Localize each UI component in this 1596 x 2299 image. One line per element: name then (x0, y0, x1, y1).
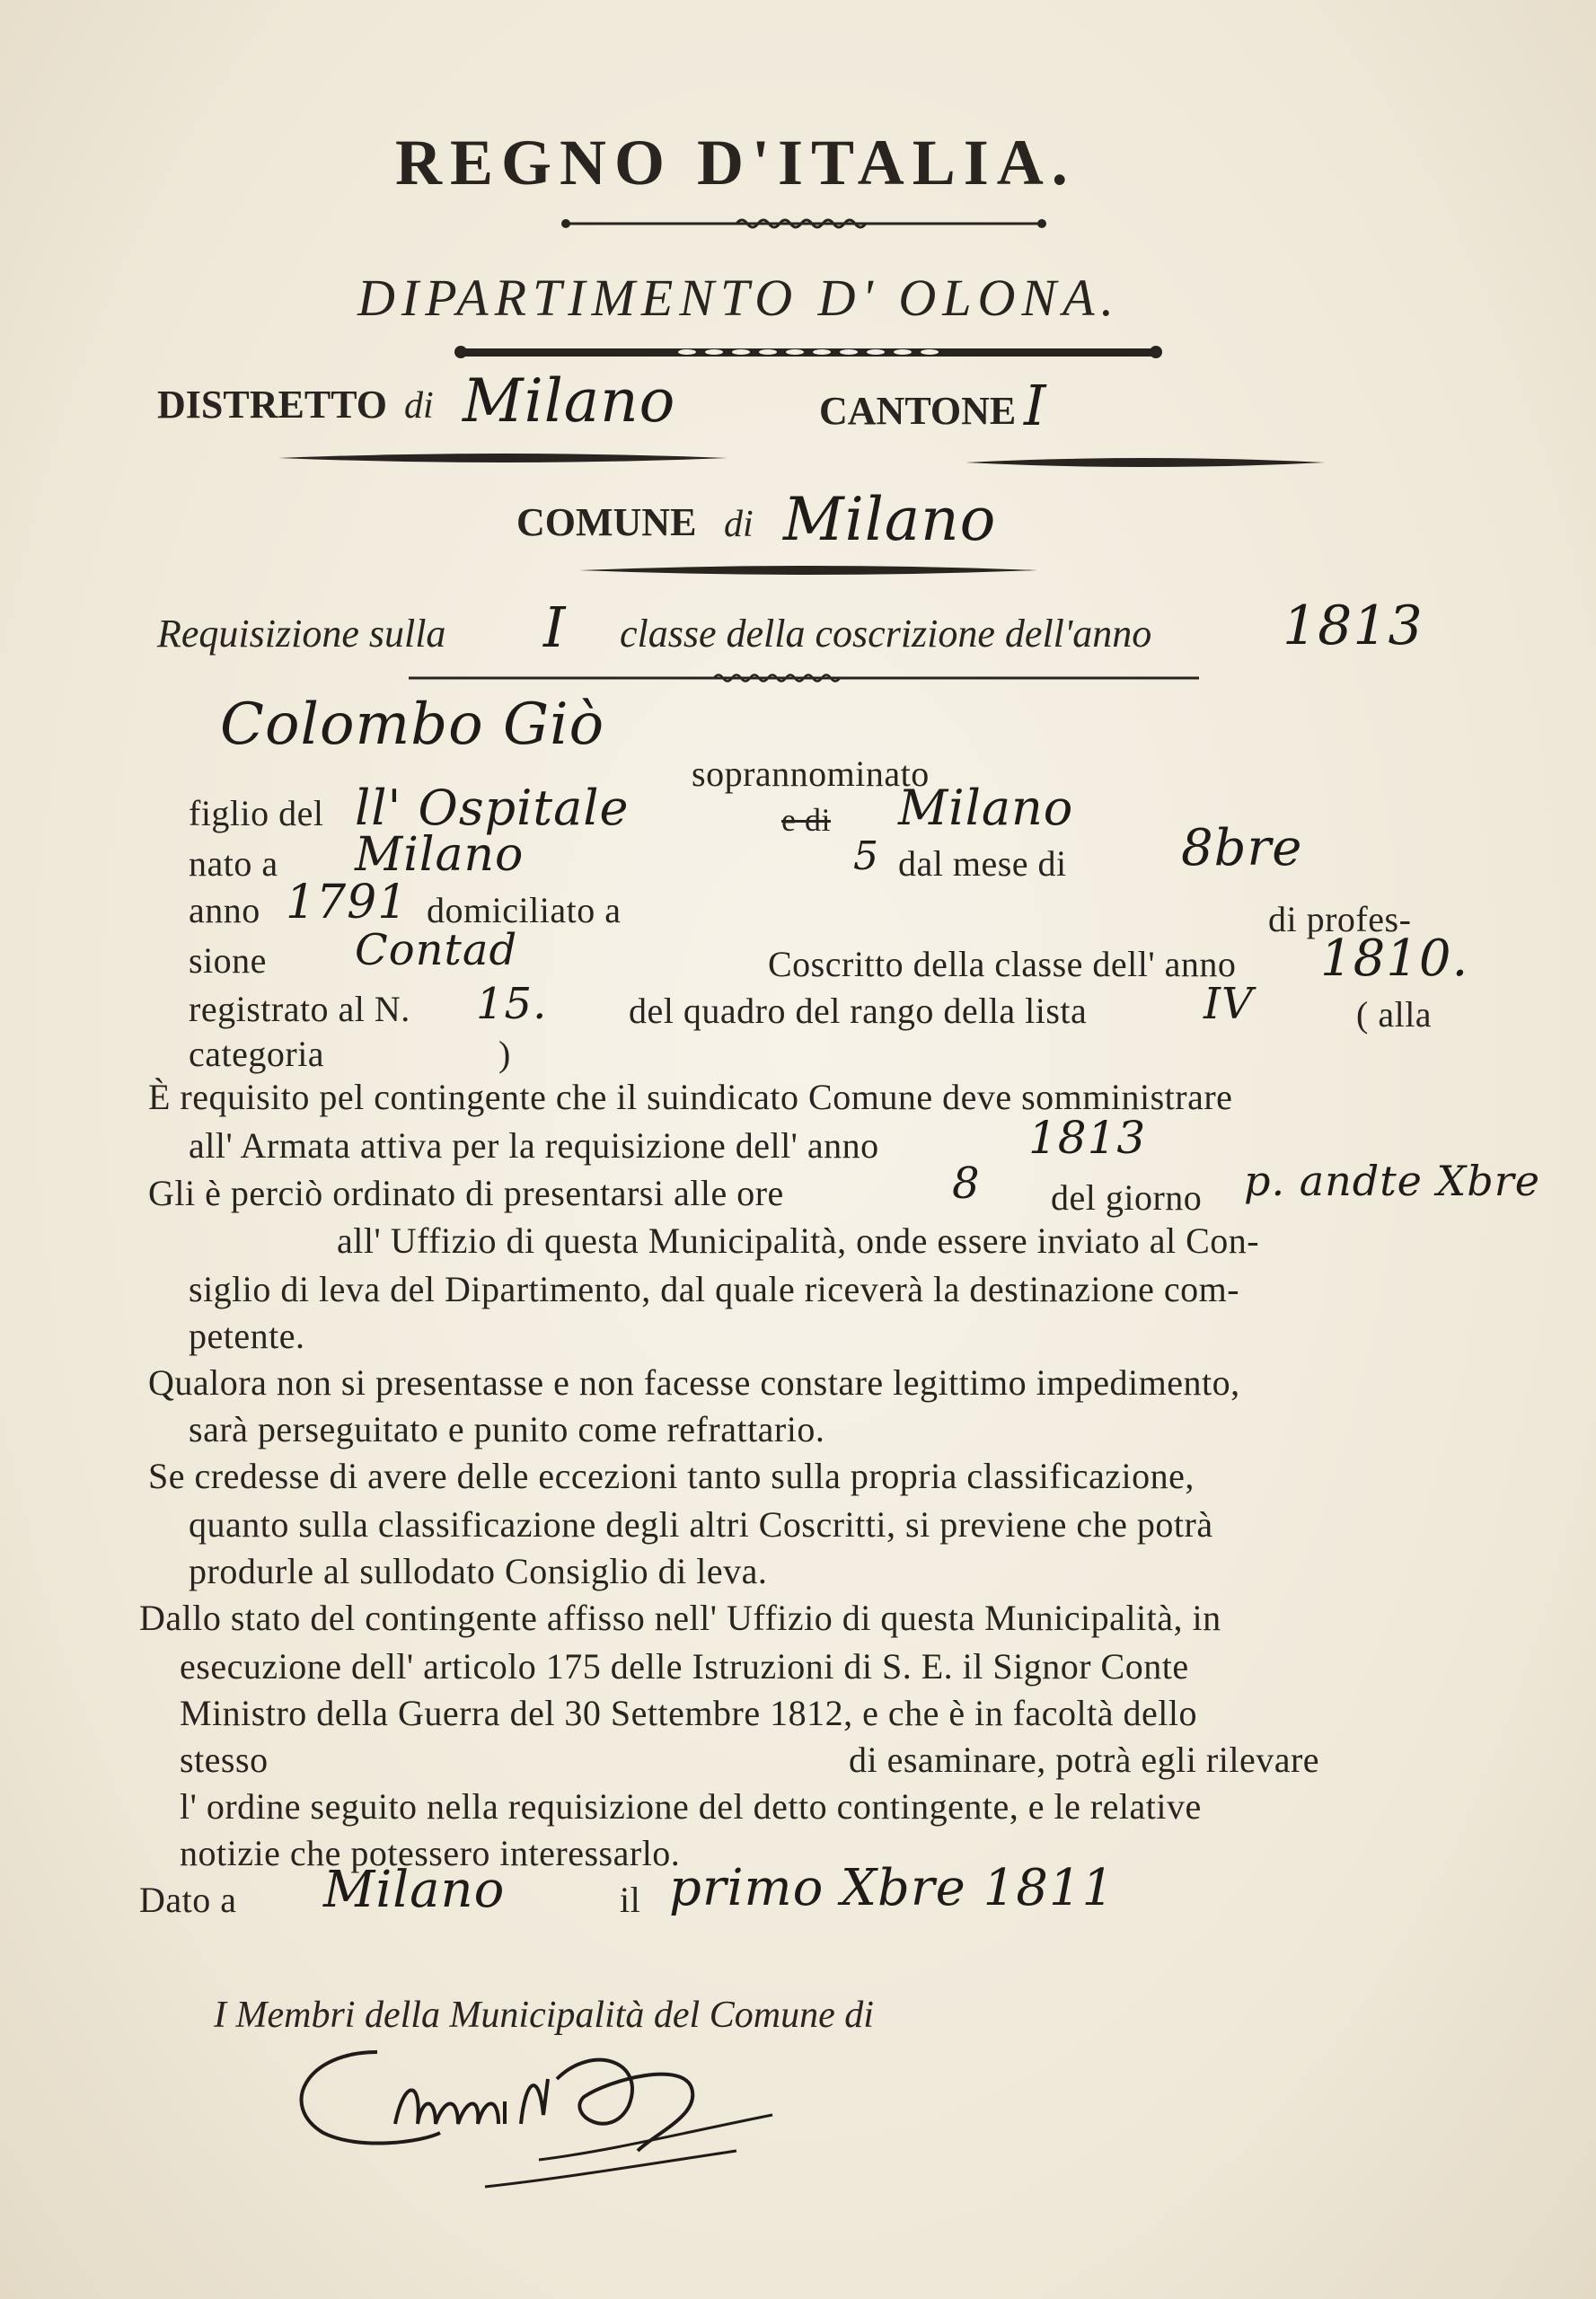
frame-label: del quadro del rango della lista (629, 991, 1088, 1031)
body-line-15a: stesso (180, 1740, 269, 1780)
son-of-value: ll' Ospitale (355, 780, 630, 836)
body-line-11: produrle al sullodato Consiglio di leva. (189, 1551, 768, 1591)
birth-year-value: 1791 (286, 876, 409, 929)
list-value: IV (1204, 979, 1254, 1029)
birth-day-value: 5 (853, 833, 879, 879)
profession-value: Contad (355, 925, 518, 975)
profession-label-1: di profes- (1268, 899, 1412, 939)
category-open: ( alla (1356, 994, 1433, 1035)
domicile-label: domiciliato a (427, 890, 622, 930)
son-of-label: figlio del (189, 793, 324, 833)
conscript-class-value: 1810. (1320, 929, 1469, 988)
registered-label: registrato al N. (189, 989, 410, 1029)
nickname-label: soprannominato (692, 753, 930, 794)
conscript-name: Colombo Giò (220, 691, 605, 758)
district-prep: di (404, 385, 434, 427)
body-line-9: Se credesse di avere delle eccezioni tanto sulla propria classificazione, (148, 1456, 1195, 1496)
profession-label-2: sione (189, 940, 267, 981)
district-value: Milano (463, 366, 676, 436)
kingdom-title: REGNO D'ITALIA. (395, 127, 1076, 198)
members-line: I Membri della Municipalità del Comune di (214, 1995, 874, 2036)
canton-label: CANTONE (819, 389, 1017, 433)
born-label: nato a (189, 843, 278, 884)
comune-underline (575, 561, 1042, 579)
category-label: categoria (189, 1034, 325, 1074)
report-day-value: p. andte Xbre (1244, 1157, 1540, 1205)
requisition-year: 1813 (1283, 595, 1424, 657)
district-label: DISTRETTO (157, 383, 387, 427)
comune-prep: di (724, 504, 754, 545)
date-value: primo Xbre 1811 (669, 1859, 1115, 1917)
body-line-3-day-label: del giorno (1051, 1177, 1203, 1218)
month-value: 8bre (1181, 819, 1303, 877)
body-line-5: siglio di leva del Dipartimento, dal quale riceverà la destinazione com- (189, 1269, 1240, 1309)
conscript-class-label: Coscritto della classe dell' anno (768, 944, 1237, 984)
department-ornament (454, 339, 1163, 366)
body-line-16: l' ordine seguito nella requisizione del detto contingente, e le relative (180, 1786, 1202, 1827)
title-ornament (557, 214, 1051, 233)
dated-place: Milano (323, 1861, 506, 1919)
birth-year-label: anno (189, 890, 260, 930)
comune-label: COMUNE (516, 500, 697, 544)
body-line-13: esecuzione dell' articolo 175 delle Istruzioni di S. E. il Signor Conte (180, 1646, 1189, 1687)
body-line-14: Ministro della Guerra del 30 Settembre 1812, e che è in facoltà dello (180, 1693, 1198, 1733)
canton-value: I (1024, 373, 1047, 438)
department-title: DIPARTIMENTO D' OLONA. (357, 269, 1121, 327)
requisition-prefix: Requisizione sulla (157, 612, 446, 656)
body-line-15b: di esaminare, potrà egli rilevare (849, 1740, 1320, 1780)
body-line-3: Gli è perciò ordinato di presentarsi alle ore (148, 1173, 784, 1213)
body-line-12: Dallo stato del contingente affisso nell' Uffizio di questa Municipalità, in (139, 1598, 1221, 1638)
district-underline (274, 449, 732, 467)
body-line-2: all' Armata attiva per la requisizione dell' anno (189, 1125, 879, 1166)
requisition-middle: classe della coscrizione dell'anno (620, 612, 1152, 656)
body-line-7: Qualora non si presentasse e non facesse constare legittimo impedimento, (148, 1362, 1240, 1403)
requisition-class: I (543, 595, 567, 660)
and-of-label: e di (781, 802, 831, 838)
dated-label: Dato a (139, 1880, 237, 1920)
body-line-10: quanto sulla classificazione degli altri Coscritti, si previene che potrà (189, 1504, 1213, 1545)
registered-value: 15. (476, 979, 548, 1029)
body-line-4: all' Uffizio di questa Municipalità, onde essere inviato al Con- (337, 1220, 1260, 1261)
body-line-17: notizie che potessero interessarlo. (180, 1833, 681, 1873)
body-line-2-year: 1813 (1028, 1112, 1147, 1164)
report-hour-value: 8 (952, 1158, 981, 1209)
signature (269, 2025, 826, 2205)
requisition-ornament (409, 669, 1199, 687)
body-line-6: petente. (189, 1316, 305, 1356)
and-of-value: Milano (898, 780, 1074, 836)
month-label: dal mese di (898, 843, 1067, 884)
canton-underline (961, 454, 1329, 471)
body-line-1: È requisito pel contingente che il suindicato Comune deve somministrare (148, 1077, 1233, 1117)
born-value: Milano (355, 828, 525, 882)
category-close: ) (498, 1034, 511, 1074)
comune-value: Milano (783, 485, 997, 554)
body-line-8: sarà perseguitato e punito come refrattario. (189, 1409, 825, 1449)
date-prep: il (620, 1880, 641, 1920)
